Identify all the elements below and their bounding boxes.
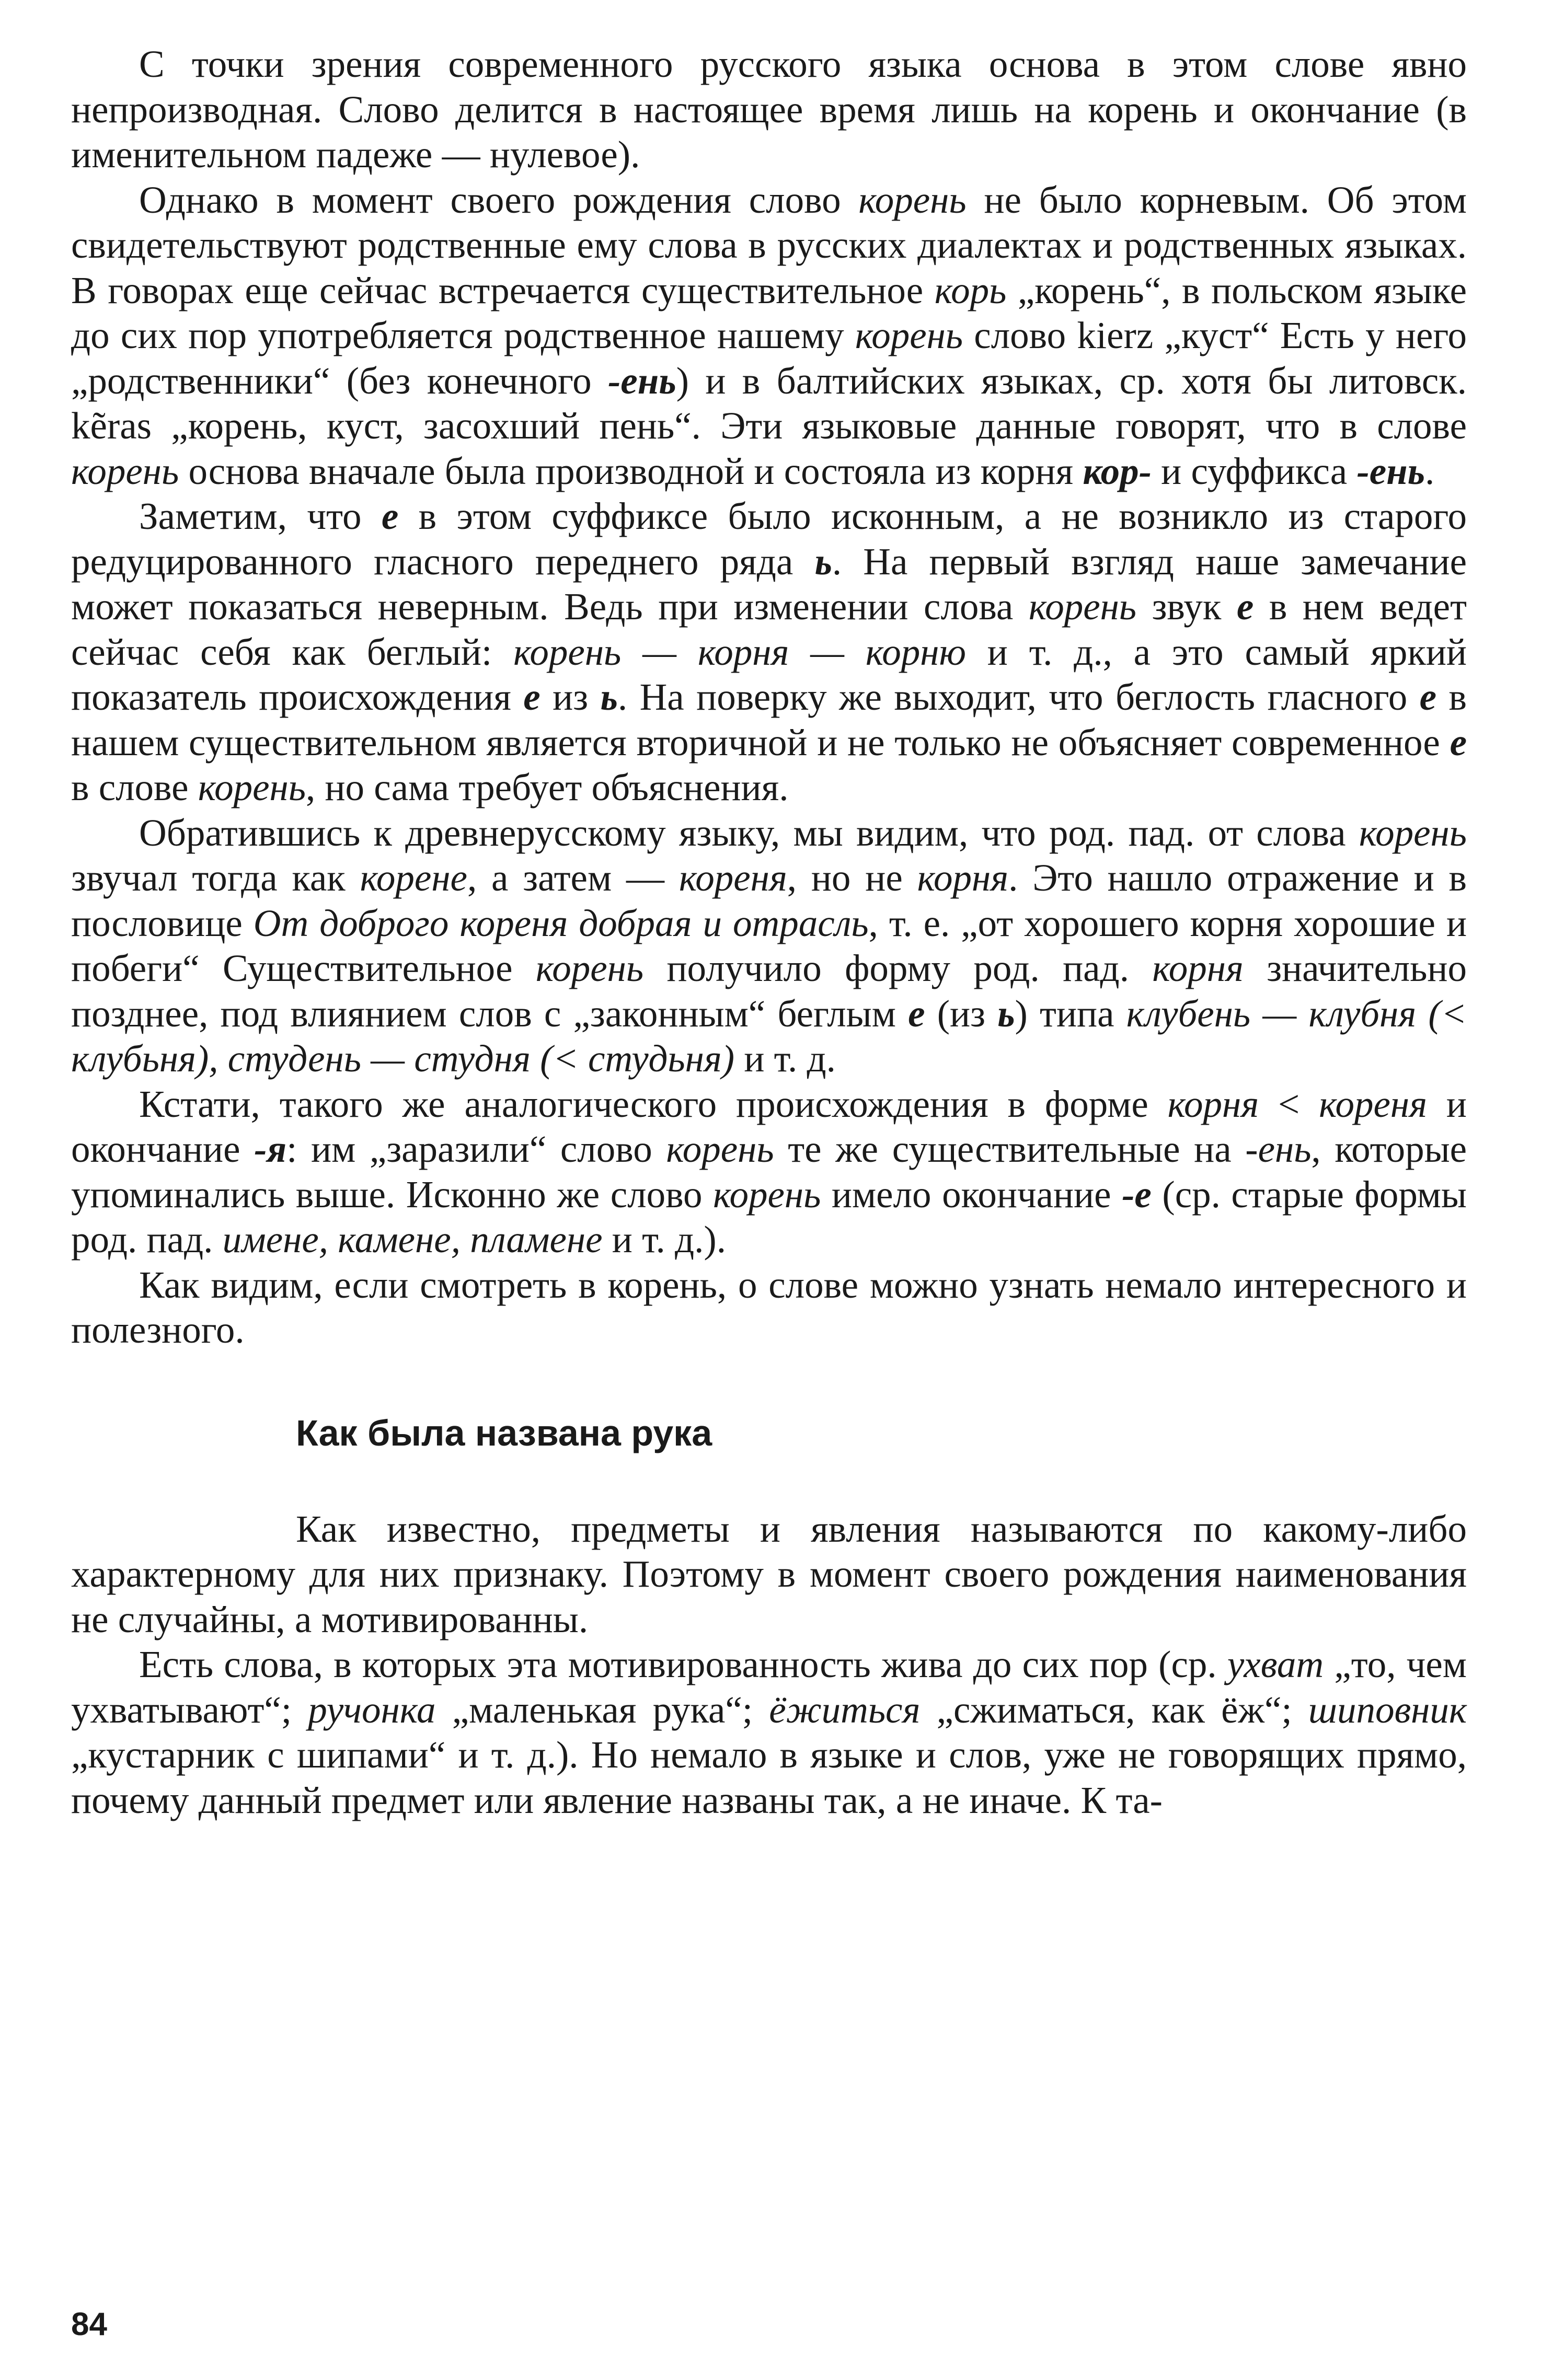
paragraph-6: Как видим, если смотреть в корень, о слове можно узнать немало интересного и полезного. <box>71 1263 1467 1351</box>
paragraph-4: Обратившись к древнерусскому языку, мы видим, что род. пад. от слова корень звучал тогда как корене, а затем — кореня, но не корня. Это нашло отражение и в пословице От доброго кореня добрая и отрасль, т. е. „от хорошего корня хорошие и побеги“ Существительное корень получило форму род. пад. корня значительно позднее, под влиянием слов с „законным“ беглым е (из ь) типа клубень — клубня (< клубьня), студень — студня (< студьня) и т. д. <box>71 811 1467 1080</box>
section-heading: Как была названа рука <box>296 1412 712 1453</box>
section-paragraph-1: Как известно, предметы и явления называются по какому-либо характерному для них признаку. Поэтому в момент своего рождения наименования не случайны, а мотивированны. <box>71 1507 1467 1640</box>
paragraph-1: С точки зрения современного русского языка основа в этом слове явно непроизводная. Слово делится в настоящее время лишь на корень и окончание (в именительном падеже — нулевое). <box>71 43 1467 176</box>
section-paragraph-2: Есть слова, в которых эта мотивированность жива до сих пор (ср. ухват „то, чем ухватывают“; ручонка „маленькая рука“; ёжиться „сжиматься, как ёж“; шиповник „кустарник с шипами“ и т. д.). Но немало в языке и слов, уже не говорящих прямо, почему данный предмет или явление названы так, а не иначе. К та- <box>71 1643 1467 1821</box>
page-number: 84 <box>71 2306 107 2342</box>
paragraph-2: Однако в момент своего рождения слово корень не было корневым. Об этом свидетельствуют родственные ему слова в русских диалектах и родственных языках. В говорах еще сейчас встречается существительное корь „корень“, в польском языке до сих пор употребляется родственное нашему корень слово kierz „куст“ Есть у него „родственники“ (без конечного -ень) и в балтийских языках, ср. хотя бы литовск. kẽras „корень, куст, засохший пень“. Эти языковые данные говорят, что в слове корень основа вначале была производной и состояла из корня кор- и суффикса -ень. <box>71 178 1467 492</box>
page-body <box>71 42 1467 1823</box>
paragraph-5: Кстати, такого же аналогического происхождения в форме корня < кореня и окончание -я: им „заразили“ слово корень те же существительные на -ень, которые упоминались выше. Исконно же слово корень имело окончание -е (ср. старые формы род. пад. имене, камене, пламене и т. д.). <box>71 1082 1467 1261</box>
paragraph-3: Заметим, что е в этом суффиксе было исконным, а не возникло из старого редуцированного гласного переднего ряда ь. На первый взгляд наше замечание может показаться неверным. Ведь при изменении слова корень звук е в нем ведет сейчас себя как беглый: корень — корня — корню и т. д., а это самый яркий показатель происхождения е из ь. На поверку же выходит, что беглость гласного е в нашем существительном является вторичной и не только не объясняет современное е в слове корень, но сама требует объяснения. <box>71 495 1467 808</box>
